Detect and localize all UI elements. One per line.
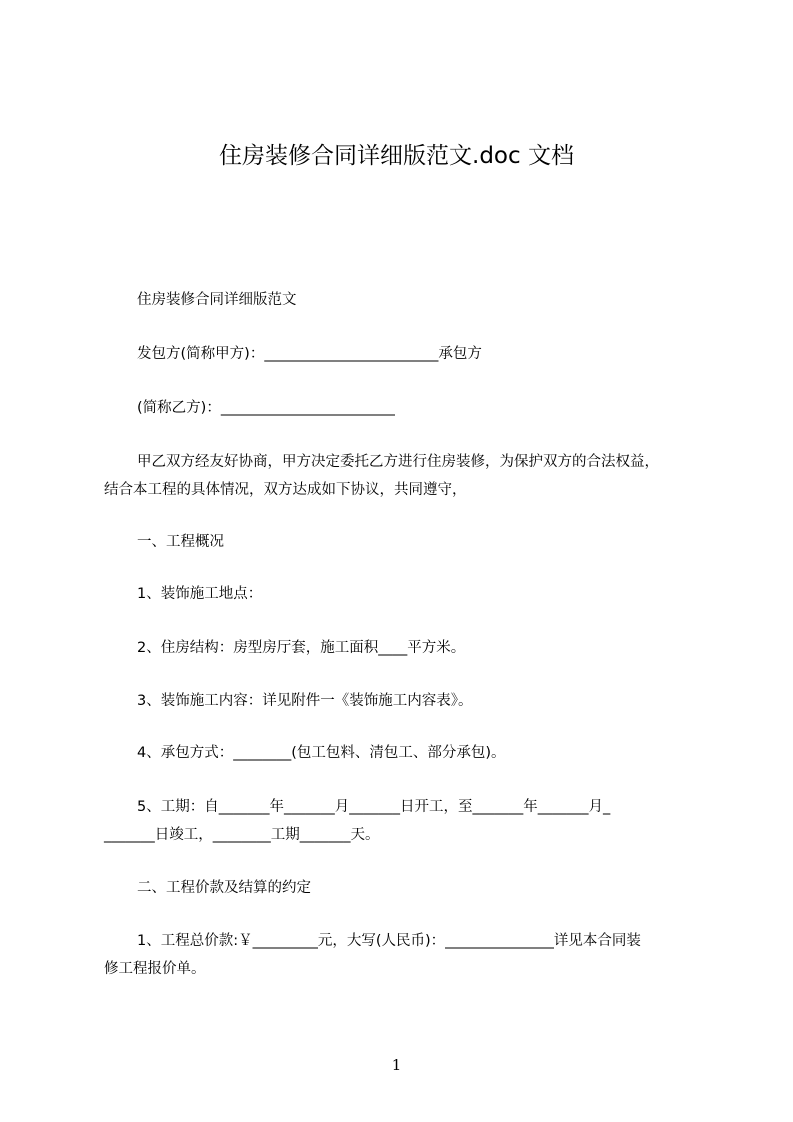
paragraph: 发包方(简称甲方)：________________________承包方 <box>137 346 482 362</box>
list-item: 5、工期：自_______年_______月_______日开工，至_______年_______月_ <box>137 799 611 815</box>
paragraph: (简称乙方)：________________________ <box>137 400 395 416</box>
document-title: 住房装修合同详细版范文.doc 文档 <box>219 143 574 169</box>
section-heading: 一、工程概况 <box>137 534 224 550</box>
list-item: 修工程报价单。 <box>104 961 206 977</box>
section-heading: 住房装修合同详细版范文 <box>137 292 297 308</box>
paragraph: 结合本工程的具体情况，双方达成如下协议，共同遵守， <box>104 482 467 498</box>
section-heading: 二、工程价款及结算的约定 <box>137 880 311 896</box>
paragraph: 甲乙双方经友好协商，甲方决定委托乙方进行住房装修，为保护双方的合法权益， <box>137 454 659 470</box>
list-item: 4、承包方式：________(包工包料、清包工、部分承包)。 <box>137 745 506 761</box>
list-item: 2、住房结构：房型房厅套，施工面积____平方米。 <box>137 640 466 656</box>
list-item: 1、装饰施工地点： <box>137 586 263 602</box>
list-item: 1、工程总价款:￥_________元，大写(人民币)：_______________详见本合同装 <box>137 933 641 949</box>
list-item: 3、装饰施工内容：详见附件一《装饰施工内容表》。 <box>137 693 473 709</box>
page-number: 1 <box>391 1056 402 1074</box>
list-item: _______日竣工，________工期_______天。 <box>104 827 380 843</box>
